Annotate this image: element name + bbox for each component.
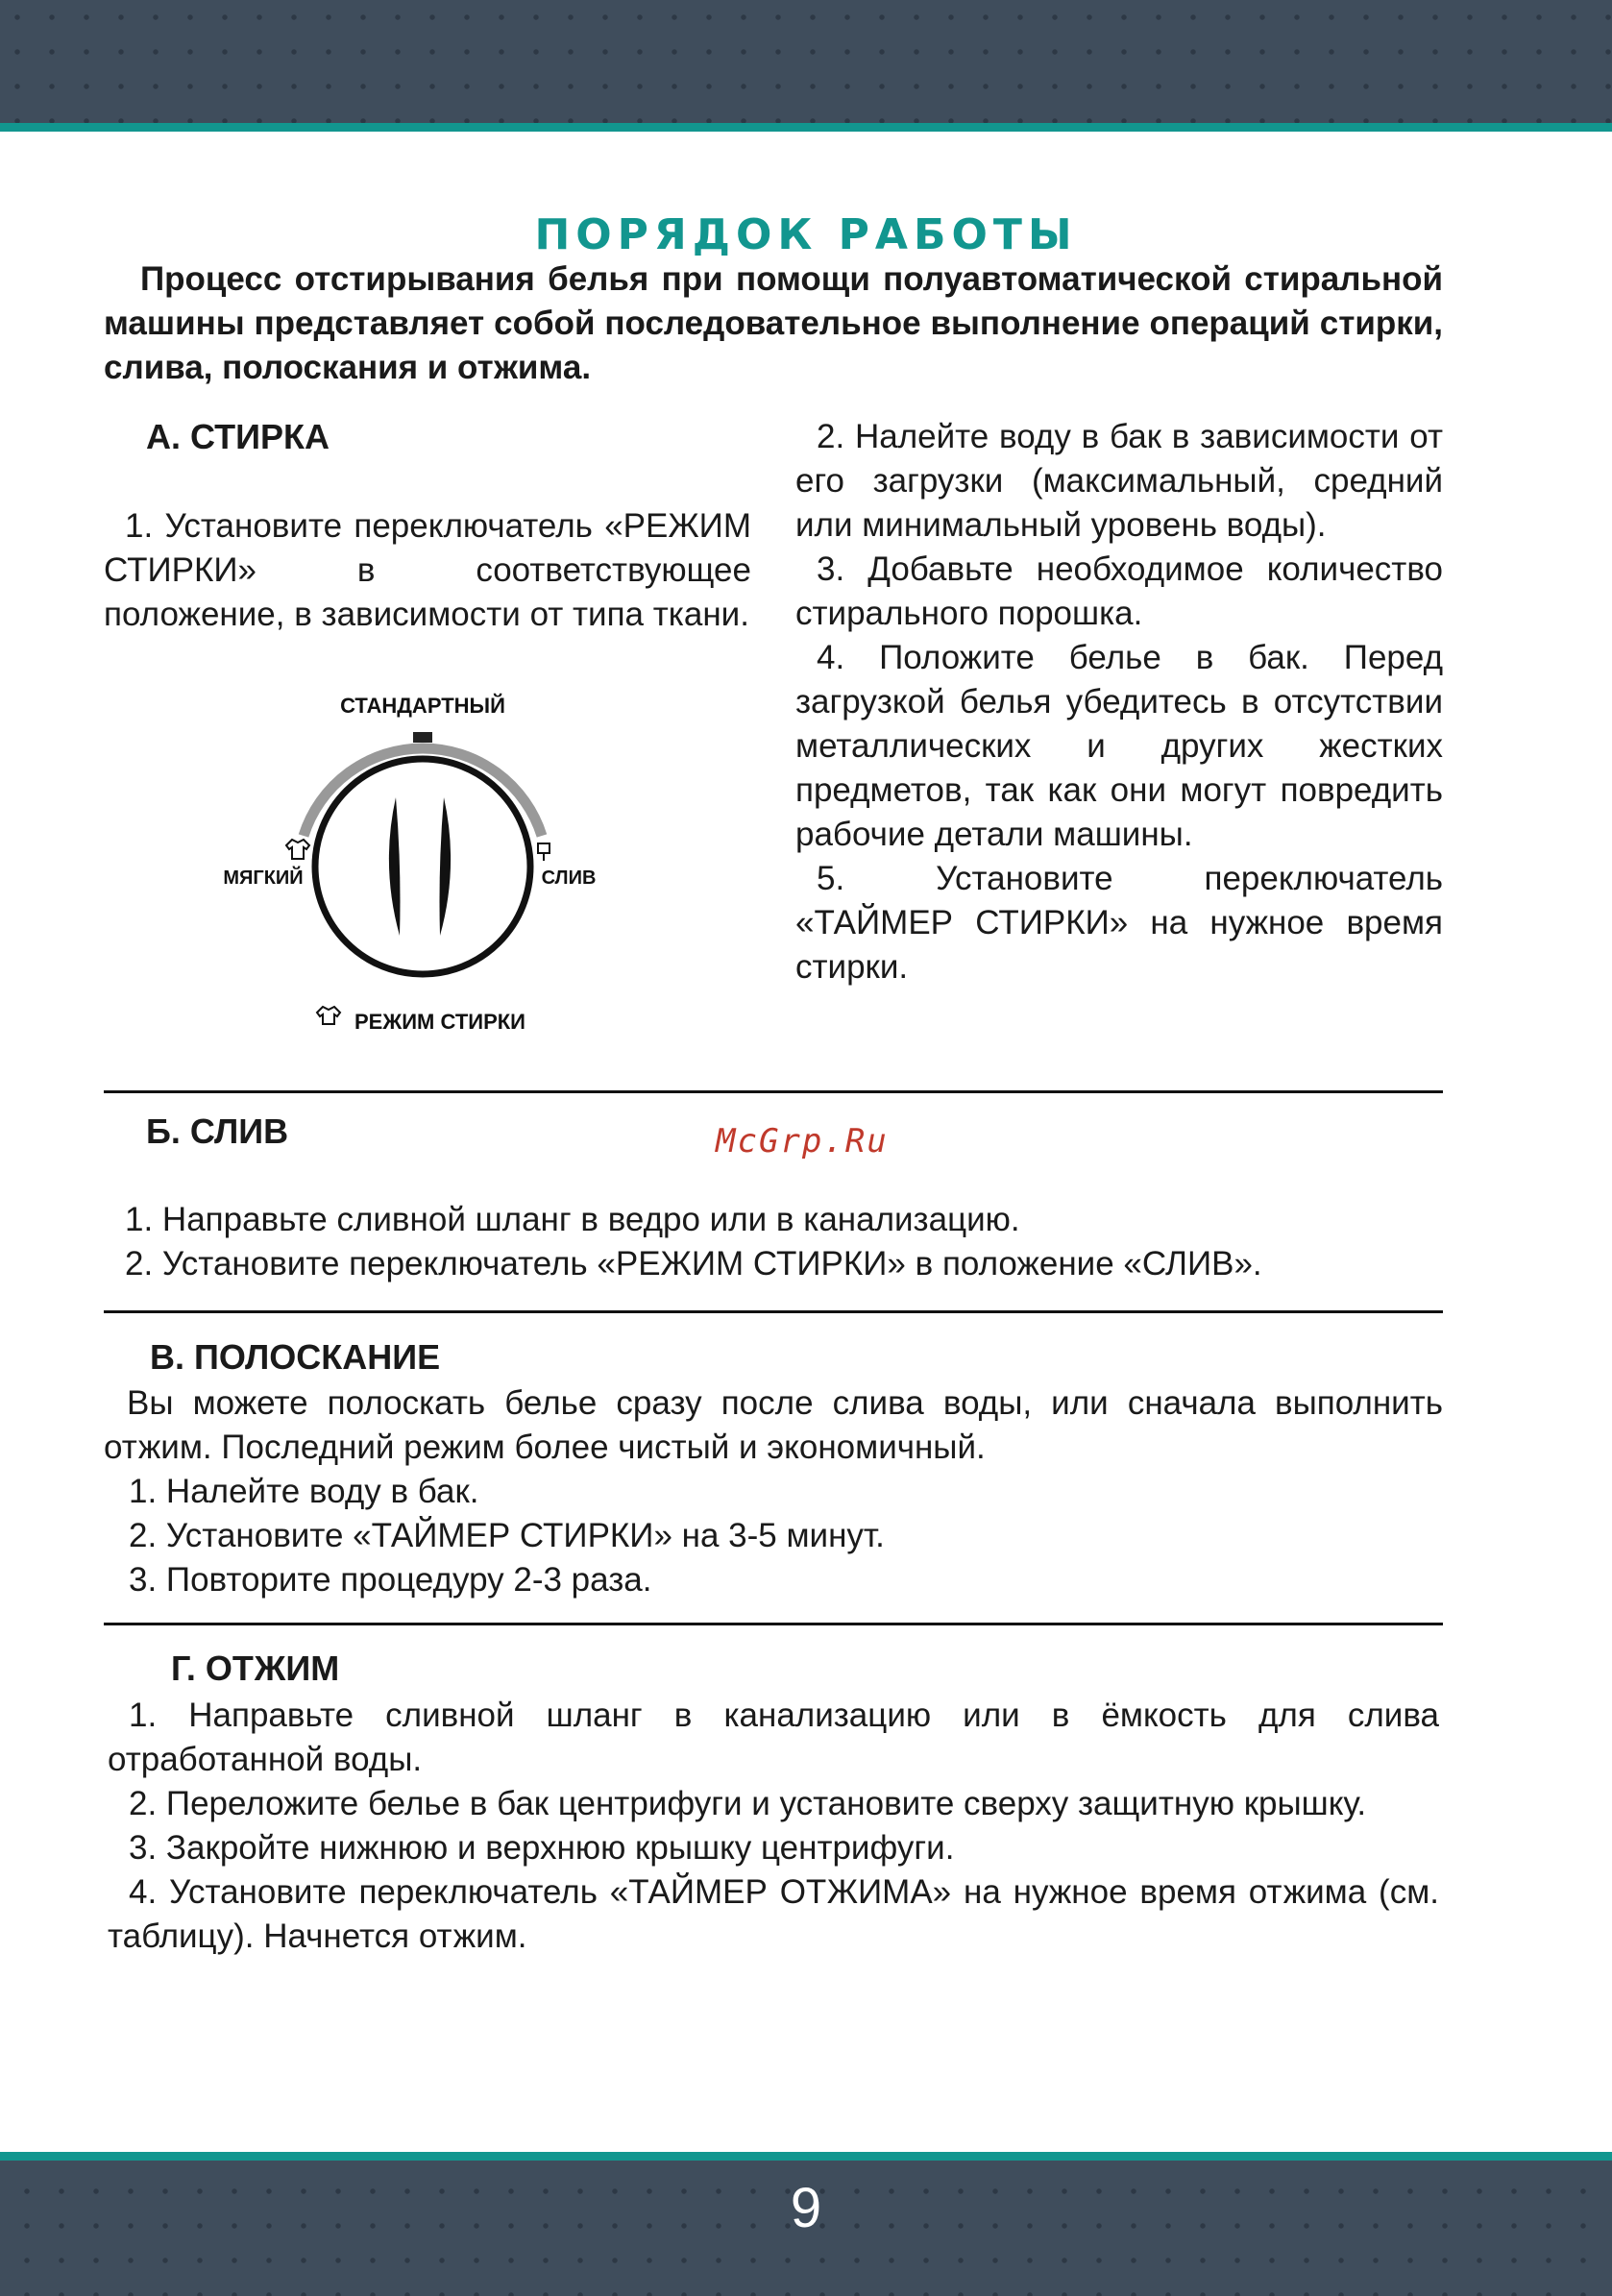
section-c-step-3: 3. Повторите процедуру 2-3 раза. xyxy=(129,1561,652,1599)
section-a-step-5: 5. Установите переключатель «ТАЙМЕР СТИРКИ» на нужное время стирки. xyxy=(795,860,1443,986)
section-c-step-1: 1. Налейте воду в бак. xyxy=(129,1473,479,1510)
divider xyxy=(104,1623,1443,1625)
dial-caption: РЕЖИМ СТИРКИ xyxy=(354,1010,525,1034)
section-c-step-2: 2. Установите «ТАЙМЕР СТИРКИ» на 3-5 минут. xyxy=(129,1517,885,1554)
section-d-step-1: 1. Направьте сливной шланг в канализацию или в ёмкость для слива отработанной воды. xyxy=(108,1697,1439,1778)
section-d-body xyxy=(108,1694,1439,1959)
section-a-left-column xyxy=(104,504,751,637)
section-a-step-3: 3. Добавьте необходимое количество стирального порошка. xyxy=(795,550,1443,632)
section-d-step-3: 3. Закройте нижнюю и верхнюю крышку центрифуги. xyxy=(129,1829,955,1867)
page-title: ПОРЯДОК РАБОТЫ xyxy=(534,210,1078,260)
page-number: 9 xyxy=(790,2177,822,2239)
section-c-intro: Вы можете полоскать белье сразу после слива воды, или сначала выполнить отжим. Последний режим более чистый и экономичный. xyxy=(104,1384,1443,1466)
section-b-steps xyxy=(125,1198,1443,1286)
section-a-right-column xyxy=(795,415,1443,989)
divider xyxy=(104,1310,1443,1313)
dial-label-standard: СТАНДАРТНЫЙ xyxy=(340,694,505,718)
header-band xyxy=(0,0,1612,132)
section-a-step-2: 2. Налейте воду в бак в зависимости от его загрузки (максимальный, средний или минимальный уровень воды). xyxy=(795,418,1443,544)
section-d-step-2: 2. Переложите белье в бак центрифуги и установите сверху защитную крышку. xyxy=(129,1785,1367,1822)
watermark: McGrp.Ru xyxy=(716,1122,889,1160)
section-d-heading: Г. ОТЖИМ xyxy=(171,1649,340,1688)
wash-mode-dial-diagram xyxy=(192,684,692,1039)
section-d-step-4: 4. Установите переключатель «ТАЙМЕР ОТЖИМА» на нужное время отжима (см. таблицу). Начнется отжим. xyxy=(108,1873,1439,1955)
section-b-step-2: 2. Установите переключатель «РЕЖИМ СТИРКИ» в положение «СЛИВ». xyxy=(125,1245,1262,1282)
divider xyxy=(104,1090,1443,1093)
section-a-step-4: 4. Положите белье в бак. Перед загрузкой белья убедитесь в отсутствии металлических и других жестких предметов, так как они могут повредить рабочие детали машины. xyxy=(795,639,1443,853)
dial-label-drain: СЛИВ xyxy=(541,867,597,889)
section-b-heading: Б. СЛИВ xyxy=(146,1111,289,1151)
intro-paragraph: Процесс отстирывания белья при помощи полуавтоматической стиральной машины представляет собой последовательное выполнение операций стирки, слива, полоскания и отжима. xyxy=(104,260,1443,386)
section-a-step-1: 1. Установите переключатель «РЕЖИМ СТИРКИ» в соответствующее положение, в зависимости от типа ткани. xyxy=(104,507,751,633)
wash-mode-icon xyxy=(317,1007,340,1024)
section-b-step-1: 1. Направьте сливной шланг в ведро или в канализацию. xyxy=(125,1201,1020,1238)
dial-knob xyxy=(315,759,530,974)
soft-shirt-icon xyxy=(286,840,309,859)
dial-marker-top xyxy=(413,732,432,743)
section-a-heading: А. СТИРКА xyxy=(146,417,330,456)
section-c-heading: В. ПОЛОСКАНИЕ xyxy=(150,1337,441,1377)
section-c-body xyxy=(104,1381,1443,1602)
dial-label-soft: МЯГКИЙ xyxy=(223,867,304,889)
drain-icon xyxy=(538,843,550,861)
